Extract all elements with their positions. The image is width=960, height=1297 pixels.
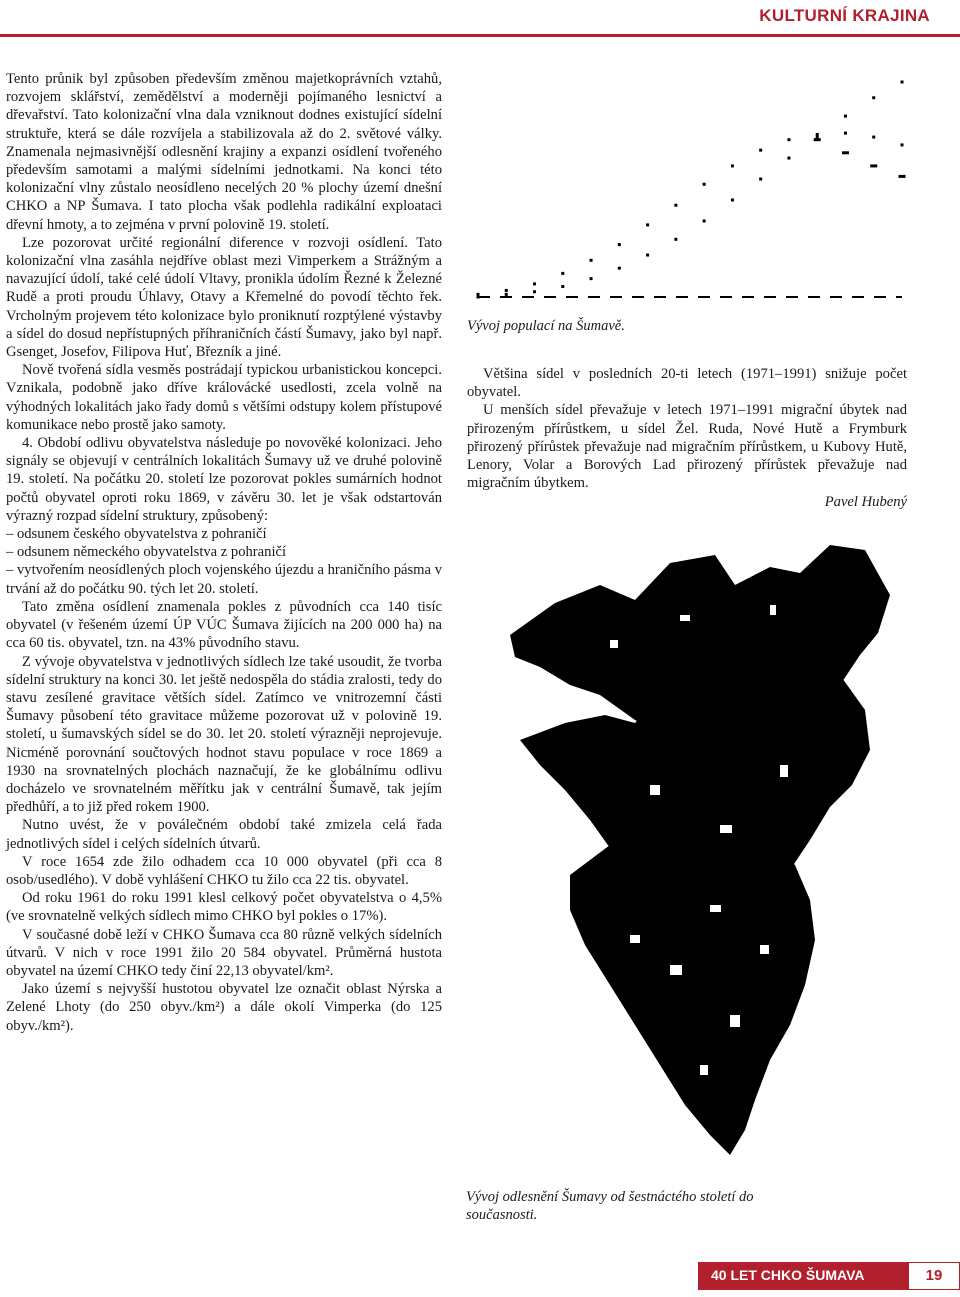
series-3-point xyxy=(899,175,906,178)
series-2-point xyxy=(703,219,706,222)
series-1-point xyxy=(533,282,536,285)
series-1-point xyxy=(703,183,706,186)
paragraph: Jako území s nejvyšší hustotou obyvatel lze označit oblast Nýrska a Zelené Lhoty (do 250 obyv./km²) a dále okolí Vimperka (do 125 obyv./km²). xyxy=(6,981,442,1034)
series-3-point xyxy=(842,151,849,154)
figure-caption: Vývoj populací na Šumavě. xyxy=(467,318,625,334)
series-2-point xyxy=(901,81,904,84)
paragraph: Nutno uvést, že v poválečném období také zmizela celá řada jednotlivých sídel i celých sídelních útvarů. xyxy=(6,817,442,852)
series-2-point xyxy=(505,293,508,296)
dash-list-item: – odsunem českého obyvatelstva z pohraničí xyxy=(6,526,267,543)
page-number: 19 xyxy=(908,1262,960,1290)
series-2-point xyxy=(759,178,762,181)
deforestation-maps xyxy=(470,545,920,1165)
series-1-point xyxy=(816,133,819,136)
series-2-point xyxy=(872,96,875,99)
series-1-point xyxy=(618,243,621,246)
series-2-point xyxy=(787,157,790,160)
series-2-point xyxy=(561,285,564,288)
series-2-point xyxy=(618,267,621,270)
right-column xyxy=(467,365,907,512)
series-1-point xyxy=(561,272,564,275)
author-name: Pavel Hubený xyxy=(824,494,907,511)
header-bar xyxy=(0,0,960,38)
series-2-point xyxy=(646,254,649,257)
population-chart-svg xyxy=(468,72,910,312)
series-3-point xyxy=(814,138,821,141)
series-2-point xyxy=(816,136,819,139)
header-rule xyxy=(0,34,960,37)
series-1-point xyxy=(901,143,904,146)
series-1-point xyxy=(731,164,734,167)
series-1-point xyxy=(759,149,762,152)
paragraph: Tato změna osídlení znamenala pokles z původních cca 140 tisíc obyvatel (v řešeném území ÚP VÚC Šumava žijících na 200 000 ha) na cca 60 tis. obyvatel, tzn. na 43% původního stavu. xyxy=(6,598,442,652)
dash-list-item: – vytvořením neosídlených ploch vojenského újezdu a hraničního pásma v trvání až do počátku 90. tých let 20. století. xyxy=(6,562,442,597)
series-1-point xyxy=(646,223,649,226)
series-1-point xyxy=(844,132,847,135)
paragraph: Tento průnik byl způsoben především změnou majetkoprávních vztahů, rozvojem sklářství, zemědělství a moderněji pojímaného lesnictví a dřevařství. Tato kolonizační vlna dala vzniknout dodnes existující sídelní struktuře, která se dále rozvíjela a stabilizovala až do 2. světové války. Znamenala nejmasivnější odlesnění krajiny a expanzi osídlení tvořeného především samotami a malými sídelními jednotkami. Na konci této kolonizační vlny zůstalo neosídleno necelých 20 % plochy území dnešní CHKO a NP Šumava. I tato plocha však podlehla radikální exploataci dřevní hmoty, a to zejména v první polovině 19. století. xyxy=(6,71,442,233)
paragraph: Nově tvořená sídla vesměs postrádají typickou urbanistickou koncepci. Vznikala, podobně jako dříve královácké usedlosti, zcela volně na výhodných lokalitách jako řady domů s většími odstupy kolem přístupové komunikace nebo prostě jako samoty. xyxy=(6,362,442,433)
series-1-point xyxy=(505,289,508,292)
figure-caption: Vývoj odlesnění Šumavy od šestnáctého století do současnosti. xyxy=(466,1189,754,1223)
footer-label: 40 LET CHKO ŠUMAVA xyxy=(711,1267,865,1283)
series-2-point xyxy=(590,277,593,280)
paragraph: 4. Období odlivu obyvatelstva následuje po novověké kolonizaci. Jeho signály se objevují v centrálních lokalitách Šumavy už ve druhé polovině 19. století. Na počátku 20. století lze pozorovat pokles sumárních hodnot počtů obyvatel oproti roku 1869, v závěru 30. let je však odstartován výrazný rozpad sídelní struktury, způsobený: xyxy=(6,435,442,524)
series-2-point xyxy=(477,296,480,299)
dash-list-item: – odsunem německého obyvatelstva z pohraničí xyxy=(6,544,287,561)
paragraph: V současné době leží v CHKO Šumava cca 80 různě velkých sídelních útvarů. V nich v roce 1991 žilo 20 584 obyvatel. Průměrná hustota obyvatel na území CHKO tedy činí 22,13 obyvatel/km². xyxy=(6,926,442,979)
series-1-point xyxy=(477,293,480,296)
series-2-point xyxy=(533,290,536,293)
paragraph: Lze pozorovat určité regionální diference v rozvoji osídlení. Tato kolonizační vlna zasáhla nejdříve oblast mezi Vimperkem a Strážným a navazující údolí, také celé údolí Vltavy, pronikla údolím Řezné k Železné Rudě a proti proudu Úhlavy, Otavy a Křemelné do povodí těchto řek. Vrcholným projevem této kolonizace bylo proniknutí rozptýlené výstavby a sídel do dosud nepřístupných příhraničních částí Šumavy, jako byl např. Gsenget, Josefov, Filipova Huť, Březník a jiné. xyxy=(6,234,442,361)
paragraph: V roce 1654 zde žilo odhadem cca 10 000 obyvatel (při cca 8 osob/usedlého). V době vyhlášení CHKO tu žilo cca 22 tis. obyvatel. xyxy=(6,853,442,888)
series-1-point xyxy=(590,259,593,262)
series-2-point xyxy=(674,238,677,241)
paragraph: Z vývoje obyvatelstva v jednotlivých sídlech lze také usoudit, že tvorba sídelní struktury na konci 30. let ještě nedospěla do stádia zralosti, tedy do stavu zesílené gravitace větších sídel. Zatímco ve vnitrozemní části Šumavy působení této gravitace můžeme pozorovat už v polovině 19. století, u šumavských sídel se do 30. let 20. století výrazněji neprojevuje. Nicméně porovnání součtových hodnot stavu populace v roce 1869 a 1930 na srovnatelných plochách naznačují, že ke globálnímu odlivu docházelo ve srovnatelném měřítku jak v centrální Šumavě, tak jejím předhůří, a to již před rokem 1900. xyxy=(6,653,442,816)
section-title: KULTURNÍ KRAJINA xyxy=(759,6,930,25)
forest-map-3 xyxy=(570,845,815,1155)
series-1-point xyxy=(674,204,677,207)
population-chart xyxy=(468,72,910,312)
paragraph: U menších sídel převažuje v letech 1971–1991 migrační úbytek nad přirozeným přírůstkem, u sídel Žel. Ruda, Nové Hutě a Frymburk přirozený přírůstek převažuje nad migračním přírůstkem, u Kubovy Hutě, Lenory, Volar a Borových Lad přirozený přírůstek převažuje nad migračním úbytkem. xyxy=(467,402,907,492)
series-1-point xyxy=(872,136,875,139)
paragraph: Většina sídel v posledních 20-ti letech (1971–1991) snižuje počet obyvatel. xyxy=(467,366,907,401)
series-3-point xyxy=(870,164,877,167)
series-2-point xyxy=(844,115,847,118)
series-2-point xyxy=(731,198,734,201)
deforestation-maps-svg xyxy=(470,545,920,1165)
paragraph: Od roku 1961 do roku 1991 klesl celkový počet obyvatelstva o 4,5% (ve srovnatelně velkých sídlech mimo CHKO byl pokles o 17%). xyxy=(6,890,442,925)
series-1-point xyxy=(787,138,790,141)
left-column xyxy=(6,70,442,1035)
footer-bar xyxy=(698,1262,960,1290)
